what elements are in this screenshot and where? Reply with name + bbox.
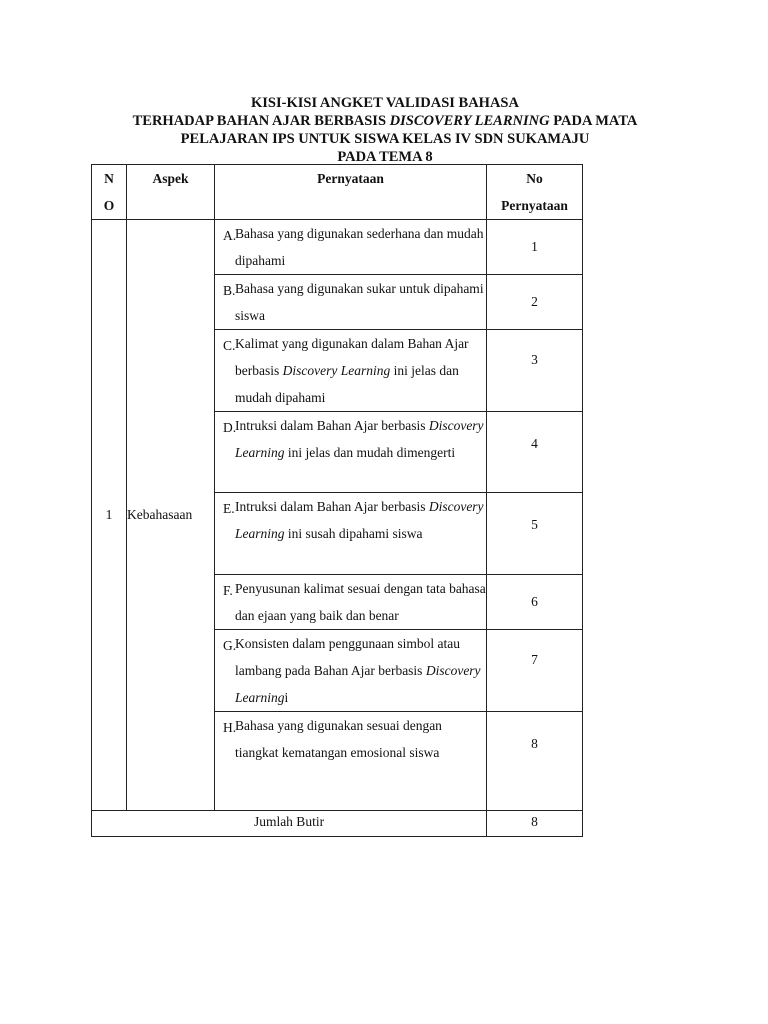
header-no-pernyataan-line-2: Pernyataan bbox=[501, 198, 568, 213]
statement-letter: E. bbox=[223, 501, 235, 516]
header-no bbox=[92, 165, 127, 220]
title-line-4: PADA TEMA 8 bbox=[337, 149, 433, 165]
statement-text: Kalimat yang digunakan dalam Bahan Ajar berbasis bbox=[235, 336, 469, 378]
statement-g bbox=[215, 630, 487, 712]
statement-e bbox=[215, 493, 487, 575]
statement-letter: A. bbox=[223, 228, 237, 243]
statement-number: 1 bbox=[487, 220, 583, 275]
statement-letter: D. bbox=[223, 420, 237, 435]
statement-text: Intruksi dalam Bahan Ajar berbasis bbox=[235, 499, 429, 514]
statement-text-italic: Discovery Learning bbox=[235, 418, 484, 460]
statement-text: Bahasa yang digunakan sukar untuk dipahami siswa bbox=[235, 281, 484, 323]
header-no-line-2: O bbox=[103, 198, 115, 213]
title-line-1: KISI-KISI ANGKET VALIDASI BAHASA bbox=[251, 95, 519, 111]
table-footer-row bbox=[92, 811, 583, 837]
header-no-pernyataan bbox=[487, 165, 583, 220]
statement-text-italic: Discovery Learning bbox=[235, 663, 481, 705]
kisi-kisi-table bbox=[91, 164, 583, 837]
header-no-line-1: N bbox=[104, 171, 114, 186]
statement-d bbox=[215, 412, 487, 493]
document-title bbox=[90, 94, 680, 166]
statement-letter: B. bbox=[223, 283, 236, 298]
header-aspek: Aspek bbox=[127, 165, 215, 220]
title-line-2-prefix: TERHADAP BAHAN AJAR BERBASIS bbox=[132, 113, 390, 129]
jumlah-butir-label: Jumlah Butir bbox=[92, 811, 487, 837]
title-line-2-suffix: PADA MATA bbox=[549, 113, 638, 129]
statement-h bbox=[215, 712, 487, 811]
statement-number: 3 bbox=[487, 330, 583, 412]
statement-text: Penyusunan kalimat sesuai dengan tata bahasa dan ejaan yang baik dan benar bbox=[235, 581, 486, 623]
statement-letter: C. bbox=[223, 338, 236, 353]
statement-text-italic: Discovery Learning bbox=[282, 363, 391, 378]
statement-text-end: i bbox=[284, 690, 289, 705]
header-pernyataan: Pernyataan bbox=[215, 165, 487, 220]
row-number-cell: 1 bbox=[92, 220, 127, 811]
statement-number: 7 bbox=[487, 630, 583, 712]
aspek-cell: Kebahasaan bbox=[127, 220, 215, 811]
table-row bbox=[92, 220, 583, 275]
statement-c bbox=[215, 330, 487, 412]
statement-number: 2 bbox=[487, 275, 583, 330]
statement-letter: G. bbox=[223, 638, 237, 653]
statement-text: Konsisten dalam penggunaan simbol atau lambang pada Bahan Ajar berbasis bbox=[235, 636, 460, 678]
title-line-2-italic: DISCOVERY LEARNING bbox=[389, 113, 550, 129]
statement-text-end: ini susah dipahami siswa bbox=[284, 526, 423, 541]
statement-text: Bahasa yang digunakan sesuai dengan tiangkat kematangan emosional siswa bbox=[235, 718, 442, 760]
statement-number: 6 bbox=[487, 575, 583, 630]
title-line-3: PELAJARAN IPS UNTUK SISWA KELAS IV SDN SUKAMAJU bbox=[180, 131, 590, 147]
statement-letter: H. bbox=[223, 720, 237, 735]
statement-letter: F. bbox=[223, 583, 233, 598]
statement-text: Intruksi dalam Bahan Ajar berbasis bbox=[235, 418, 429, 433]
table-header-row bbox=[92, 165, 583, 220]
statement-text-end: ini jelas dan mudah dipahami bbox=[235, 363, 459, 405]
statement-text-italic: Discovery Learning bbox=[235, 499, 484, 541]
statement-number: 8 bbox=[487, 712, 583, 811]
statement-number: 5 bbox=[487, 493, 583, 575]
statement-text-end: ini jelas dan mudah dimengerti bbox=[284, 445, 456, 460]
statement-number: 4 bbox=[487, 412, 583, 493]
title-line-2 bbox=[90, 112, 680, 130]
statement-text: Bahasa yang digunakan sederhana dan mudah dipahami bbox=[235, 226, 484, 268]
statement-b bbox=[215, 275, 487, 330]
header-no-pernyataan-line-1: No bbox=[526, 171, 543, 186]
statement-f bbox=[215, 575, 487, 630]
statement-a bbox=[215, 220, 487, 275]
jumlah-butir-value: 8 bbox=[487, 811, 583, 837]
